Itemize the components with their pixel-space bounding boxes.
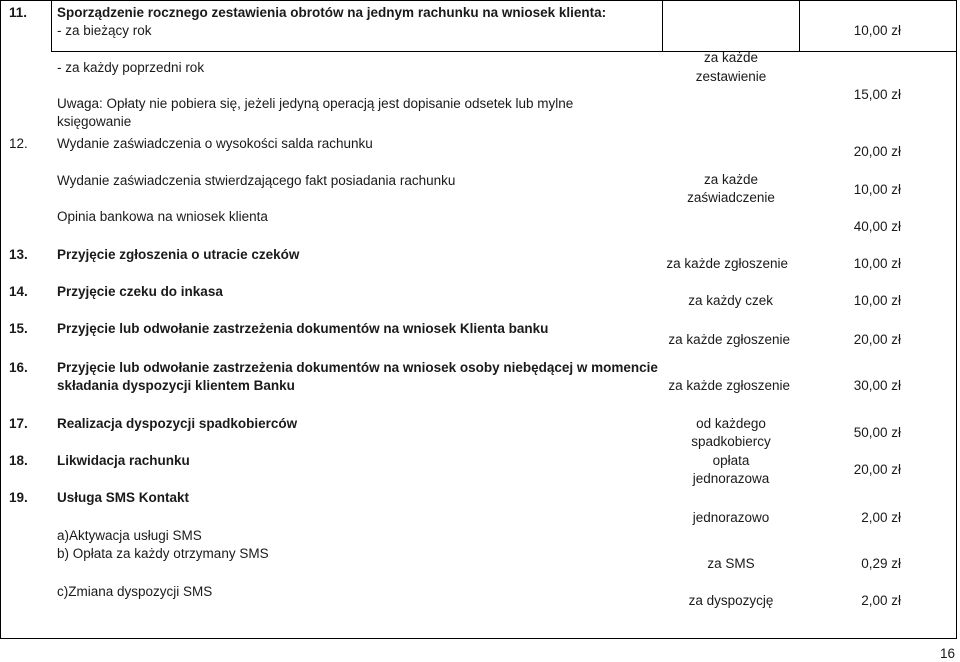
row-divider xyxy=(51,51,957,52)
row-18-unit-line1: opłata xyxy=(712,453,750,468)
row-19-fee-a: 2,00 zł xyxy=(861,510,901,525)
row-14-fee: 10,00 zł xyxy=(853,293,901,308)
row-11-note-line2: księgowanie xyxy=(57,114,132,129)
row-12-item-b: Wydanie zaświadczenia stwierdzającego fakt posiadania rachunku xyxy=(57,173,456,188)
row-16-title-line1: Przyjęcie lub odwołanie zastrzeżenia dokumentów na wniosek osoby niebędącej w momencie xyxy=(57,360,658,375)
row-12-unit-line1: za każde xyxy=(703,172,759,187)
column-divider-desc xyxy=(662,0,663,52)
row-18-fee: 20,00 zł xyxy=(853,462,901,477)
row-16-number: 16. xyxy=(9,360,28,375)
row-19-unit-a: jednorazowo xyxy=(692,510,770,525)
row-14-unit: za każdy czek xyxy=(688,293,773,308)
row-17-unit-line1: od każdego xyxy=(696,416,766,431)
row-17-number: 17. xyxy=(9,416,28,431)
row-13-number: 13. xyxy=(9,247,28,262)
row-11-title: Sporządzenie rocznego zestawienia obrotów na jednym rachunku na wniosek klienta: xyxy=(57,5,607,20)
row-14-number: 14. xyxy=(9,284,28,299)
row-12-fee-c: 40,00 zł xyxy=(853,219,901,234)
row-18-number: 18. xyxy=(9,453,28,468)
row-19-unit-c: za dyspozycję xyxy=(688,593,774,608)
row-16-fee: 30,00 zł xyxy=(853,378,901,393)
row-13-title: Przyjęcie zgłoszenia o utracie czeków xyxy=(57,247,300,262)
row-19-item-c: c)Zmiana dyspozycji SMS xyxy=(57,584,213,599)
row-16-title-line2: składania dyspozycji klientem Banku xyxy=(57,378,295,393)
row-19-fee-c: 2,00 zł xyxy=(861,593,901,608)
row-12-fee-b: 10,00 zł xyxy=(853,182,901,197)
row-18-unit-line2: jednorazowa xyxy=(692,471,770,486)
table-border-left xyxy=(0,0,1,639)
row-16-unit: za każde zgłoszenie xyxy=(668,378,790,393)
row-12-number: 12. xyxy=(9,136,28,151)
column-divider-num xyxy=(51,0,52,52)
row-19-title: Usługa SMS Kontakt xyxy=(57,490,190,505)
row-11-unit-line1: za każde xyxy=(703,50,759,65)
row-12-unit-line2: zaświadczenie xyxy=(687,190,775,205)
row-17-unit-line2: spadkobiercy xyxy=(691,434,771,449)
row-19-unit-b: za SMS xyxy=(707,556,755,571)
table-border-top xyxy=(0,0,957,1)
row-17-fee: 50,00 zł xyxy=(853,425,901,440)
row-15-fee: 20,00 zł xyxy=(853,332,901,347)
row-14-title: Przyjęcie czeku do inkasa xyxy=(57,284,223,299)
row-12-title: Wydanie zaświadczenia o wysokości salda rachunku xyxy=(57,136,373,151)
row-13-fee: 10,00 zł xyxy=(853,256,901,271)
row-13-unit: za każde zgłoszenie xyxy=(666,256,788,271)
row-11-fee-previous: 15,00 zł xyxy=(853,87,901,102)
row-11-unit-line2: zestawienie xyxy=(695,69,767,84)
table-border-bottom xyxy=(0,638,957,639)
row-18-title: Likwidacja rachunku xyxy=(57,453,190,468)
table-border-right xyxy=(956,0,957,639)
row-11-item-previous: - za każdy poprzedni rok xyxy=(57,60,205,75)
row-12-fee-a: 20,00 zł xyxy=(853,144,901,159)
row-19-item-b: b) Opłata za każdy otrzymany SMS xyxy=(57,546,269,561)
page-number: 16 xyxy=(940,646,956,661)
row-15-unit: za każde zgłoszenie xyxy=(668,332,790,347)
row-11-number: 11. xyxy=(9,5,28,20)
row-19-item-a: a)Aktywacja usługi SMS xyxy=(57,528,202,543)
row-15-number: 15. xyxy=(9,321,28,336)
row-12-item-c: Opinia bankowa na wniosek klienta xyxy=(57,209,268,224)
row-17-title: Realizacja dyspozycji spadkobierców xyxy=(57,416,298,431)
row-19-number: 19. xyxy=(9,490,28,505)
row-11-fee-current: 10,00 zł xyxy=(853,23,901,38)
row-19-fee-b: 0,29 zł xyxy=(861,556,901,571)
row-11-item-current: - za bieżący rok xyxy=(57,23,152,38)
row-15-title: Przyjęcie lub odwołanie zastrzeżenia dokumentów na wniosek Klienta banku xyxy=(57,321,549,336)
row-11-note-line1: Uwaga: Opłaty nie pobiera się, jeżeli jedyną operacją jest dopisanie odsetek lub mylne xyxy=(57,96,574,111)
